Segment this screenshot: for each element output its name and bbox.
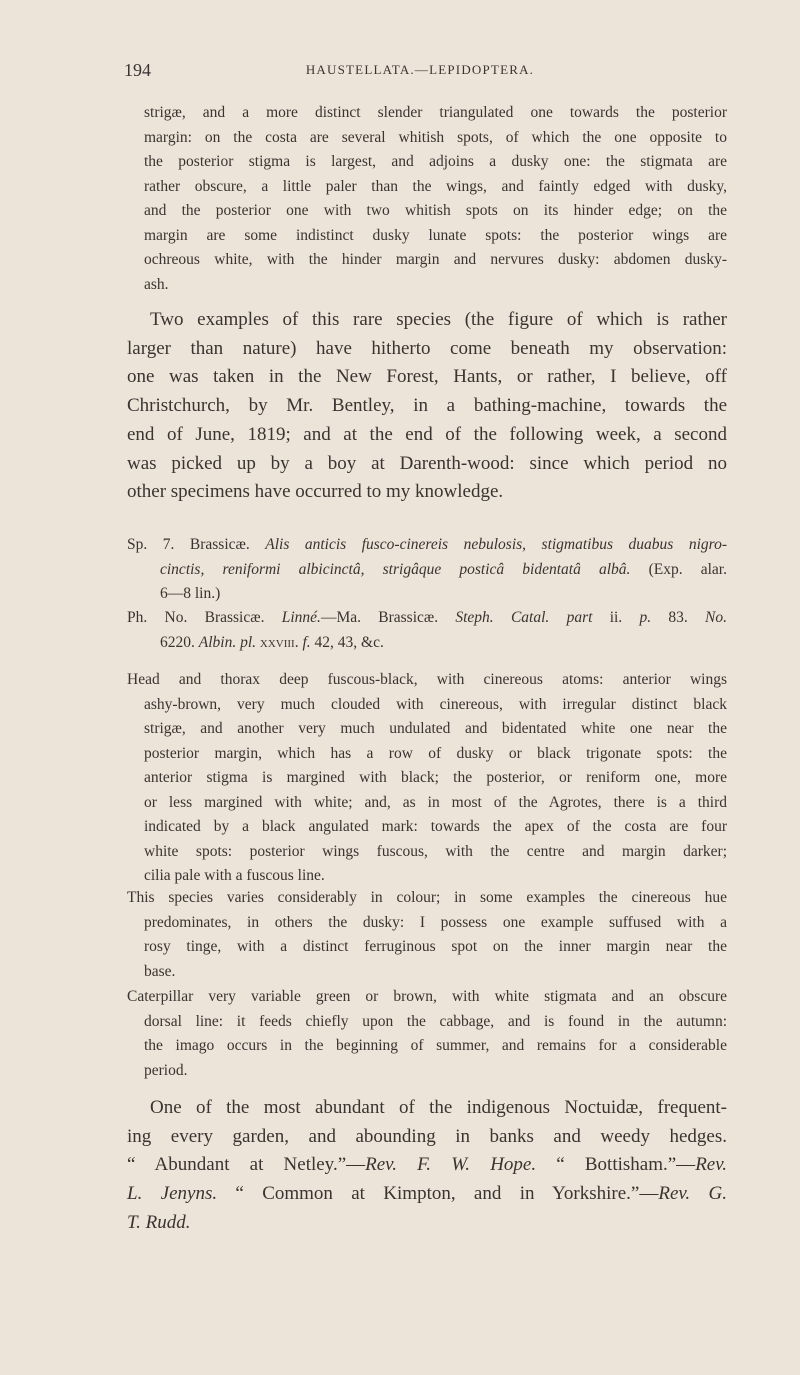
text-line	[144, 742, 727, 767]
page-number: 194	[124, 60, 151, 80]
italic-text: Steph. Catal. part	[455, 609, 610, 626]
text-segment: —Ma. Brassicæ.	[320, 609, 456, 626]
text-line	[144, 766, 727, 791]
text-line	[127, 450, 727, 479]
text-line	[150, 1094, 727, 1123]
text-line	[127, 421, 727, 450]
text-line	[127, 533, 727, 558]
text-line	[127, 1209, 727, 1238]
text-line	[150, 306, 727, 335]
text-line	[127, 478, 727, 507]
text-line	[127, 363, 727, 392]
text-segment: 6—8 lin.)	[160, 585, 221, 602]
text-line	[144, 693, 727, 718]
text-segment: strigæ, and another very much undulated and bidentated white one near the	[144, 720, 727, 737]
text-segment: Caterpillar very variable green or brown, with white stigmata and an obscure	[127, 988, 727, 1005]
text-line	[144, 791, 727, 816]
italic-text: Rev. F. W. Hope.	[365, 1154, 537, 1176]
text-line	[127, 335, 727, 364]
text-line	[127, 886, 727, 911]
text-segment: “ Bottisham.”—	[536, 1154, 696, 1176]
text-segment: “ Common at Kimpton, and in Yorkshire.”—	[217, 1183, 659, 1205]
text-line	[144, 1059, 727, 1084]
text-line	[144, 815, 727, 840]
small-caps-text: xxviii.	[259, 633, 299, 651]
text-line	[144, 960, 727, 985]
italic-text: Linné.	[281, 609, 321, 626]
continuation-block	[144, 101, 727, 297]
text-line	[144, 126, 727, 151]
text-segment: ii.	[609, 609, 640, 626]
paragraph-block	[127, 306, 727, 507]
text-segment: Ph. No. Brassicæ.	[127, 609, 282, 626]
text-line	[127, 606, 727, 631]
text-segment: Christchurch, by Mr. Bentley, in a bathing-machine, towards the	[127, 395, 727, 417]
text-segment: ash.	[144, 275, 169, 293]
running-title: HAUSTELLATA.—LEPIDOPTERA.	[305, 62, 535, 77]
text-line	[144, 1034, 727, 1059]
text-line	[144, 224, 727, 249]
italic-text: No.	[705, 609, 727, 626]
synonymy-block	[127, 606, 727, 655]
text-segment: rosy tinge, with a distinct ferruginous spot on the inner margin near the	[144, 938, 727, 955]
text-line	[144, 840, 727, 865]
text-segment: posterior margin, which has a row of dusky or black trigonate spots: the	[144, 744, 727, 762]
text-segment: ing every garden, and abounding in banks and weedy hedges.	[127, 1125, 727, 1147]
text-line	[144, 175, 727, 200]
text-segment: One of the most abundant of the indigenous Noctuidæ, frequent-	[150, 1097, 727, 1118]
text-line	[144, 911, 727, 936]
text-segment: “ Abundant at Netley.”—	[127, 1154, 366, 1176]
text-segment: Sp. 7. Brassicæ.	[127, 536, 266, 553]
text-line	[127, 985, 727, 1010]
text-line	[127, 1151, 727, 1180]
text-segment: dorsal line: it feeds chiefly upon the cabbage, and is found in the autumn:	[144, 1012, 727, 1030]
text-segment: 42, 43, &c.	[314, 633, 384, 651]
text-segment: 6220.	[160, 633, 199, 651]
italic-text: Albin. pl.	[198, 633, 260, 651]
text-segment: the posterior stigma is largest, and adjoins a dusky one: the stigmata are	[144, 153, 727, 170]
text-line	[160, 582, 727, 607]
text-line	[144, 1010, 727, 1035]
text-segment: margin: on the costa are several whitish spots, of which the one opposite to	[144, 128, 727, 146]
text-segment: margin are some indistinct dusky lunate spots: the posterior wings are	[144, 226, 727, 244]
species-diagnosis-block	[127, 533, 727, 607]
italic-text: Alis anticis fusco-cinereis nebulosis, stigmatibus duabus nigro-	[265, 536, 727, 553]
text-segment: Two examples of this rare species (the figure of which is rather	[150, 309, 727, 330]
text-line	[127, 392, 727, 421]
text-line	[127, 668, 727, 693]
description-block	[127, 886, 727, 984]
description-block	[127, 985, 727, 1083]
italic-text: L. Jenyns.	[127, 1183, 218, 1205]
text-line	[144, 248, 727, 273]
text-segment: larger than nature) have hitherto come beneath my observation:	[127, 337, 727, 359]
italic-text: Rev.	[695, 1154, 727, 1176]
text-segment: and the posterior one with two whitish spots on its hinder edge; on the	[144, 202, 727, 219]
text-segment: period.	[144, 1061, 188, 1079]
description-block	[127, 668, 727, 889]
text-segment: Head and thorax deep fuscous-black, with cinereous atoms: anterior wings	[127, 671, 727, 688]
text-line	[127, 1180, 727, 1209]
italic-text: p.	[639, 609, 669, 626]
text-line	[144, 935, 727, 960]
text-line	[144, 199, 727, 224]
text-segment: cilia pale with a fuscous line.	[144, 867, 325, 884]
text-line	[144, 717, 727, 742]
text-line	[127, 1123, 727, 1152]
text-segment: ochreous white, with the hinder margin and nervures dusky: abdomen dusky-	[144, 251, 727, 268]
text-segment: one was taken in the New Forest, Hants, or rather, I believe, off	[127, 366, 727, 388]
text-segment: base.	[144, 962, 176, 980]
text-segment: the imago occurs in the beginning of summer, and remains for a considerable	[144, 1037, 727, 1054]
text-line	[160, 558, 727, 583]
text-line	[144, 864, 727, 889]
text-segment: indicated by a black angulated mark: towards the apex of the costa are four	[144, 818, 727, 835]
italic-text: f.	[298, 633, 315, 651]
text-segment: This species varies considerably in colour; in some examples the cinereous hue	[127, 889, 727, 906]
italic-text: Rev. G.	[658, 1183, 727, 1205]
text-segment: 83.	[668, 609, 706, 626]
text-line	[144, 150, 727, 175]
text-segment: predominates, in others the dusky: I possess one example suffused with a	[144, 913, 727, 931]
text-segment: ashy-brown, very much clouded with cinereous, with irregular distinct black	[144, 695, 727, 713]
text-line	[144, 273, 727, 298]
italic-text: T. Rudd.	[127, 1211, 191, 1233]
text-segment: white spots: posterior wings fuscous, with the centre and margin darker;	[144, 842, 727, 860]
text-segment: or less margined with white; and, as in most of the Agrotes, there is a third	[144, 793, 727, 811]
text-line	[144, 101, 727, 126]
text-segment: rather obscure, a little paler than the wings, and faintly edged with dusky,	[144, 177, 727, 195]
italic-text: cinctis, reniformi albicinctâ, strigâque posticâ bidentatâ albâ.	[160, 560, 631, 578]
text-segment: end of June, 1819; and at the end of the following week, a second	[127, 423, 727, 445]
text-segment: was picked up by a boy at Darenth-wood: since which period no	[127, 452, 727, 474]
text-line	[160, 631, 727, 656]
text-segment: (Exp. alar.	[630, 560, 727, 578]
text-segment: anterior stigma is margined with black; the posterior, or reniform one, more	[144, 769, 727, 786]
text-segment: strigæ, and a more distinct slender triangulated one towards the posterior	[144, 104, 727, 121]
paragraph-block	[127, 1094, 727, 1238]
text-segment: other specimens have occurred to my knowledge.	[127, 481, 504, 503]
